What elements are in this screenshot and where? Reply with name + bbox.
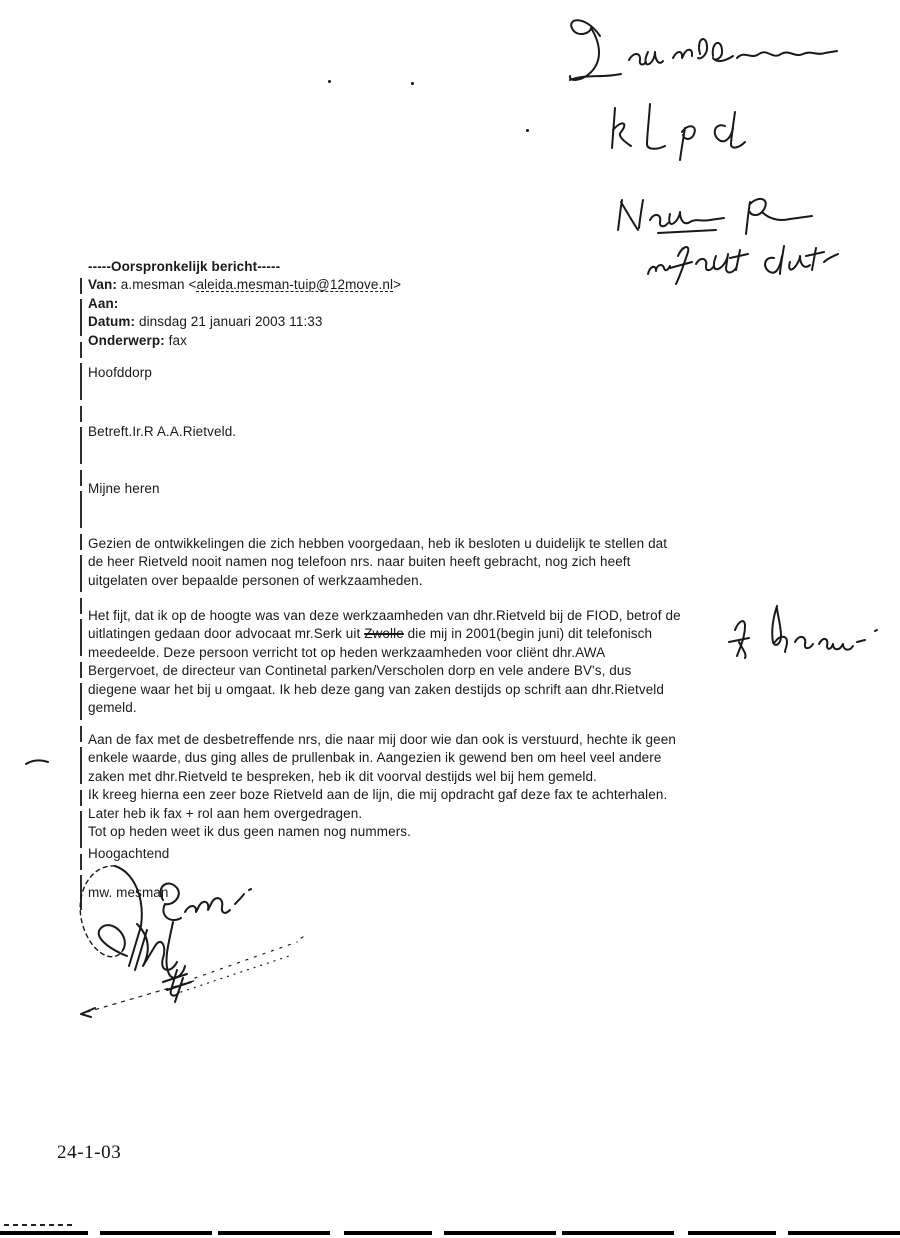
paragraph-3 [88, 731, 778, 841]
scan-speck [526, 129, 529, 132]
line2-pre: uitlatingen gedaan door advocaat mr.Serk uit [88, 626, 365, 642]
header-subject-row [88, 332, 401, 350]
signature-scrawl [45, 862, 325, 1022]
header-to-row [88, 295, 401, 313]
paragraph-3-line: Ik kreeg hierna een zeer boze Rietveld aan de lijn, die mij opdracht gaf deze fax te achterhalen. [88, 787, 668, 803]
email-header [88, 258, 401, 350]
handwritten-note-name-klpd [545, 8, 890, 173]
header-date-row [88, 313, 401, 331]
scan-edge-line [0, 1231, 900, 1235]
paragraph-3-line: enkele waarde, dus ging alles de prullenbak in. Aangezien ik gewend ben om heel veel andere [88, 750, 662, 766]
scan-edge-dots [4, 1224, 74, 1226]
date-label: Datum: [88, 314, 136, 330]
scan-speck [411, 82, 414, 85]
paragraph-3-line: Tot op heden weet ik dus geen namen nog nummers. [88, 824, 411, 840]
paragraph-2 [88, 607, 778, 717]
paragraph-1 [88, 535, 778, 590]
city-line: Hoofddorp [88, 365, 152, 380]
quote-bar-line [80, 278, 82, 910]
to-label: Aan: [88, 295, 119, 311]
subject-value: fax [168, 332, 187, 348]
paragraph-3-line: Aan de fax met de desbetreffende nrs, die naar mij door wie dan ook is verstuurd, hechte ik geen [88, 732, 676, 747]
closing-line: Hoogachtend [88, 846, 170, 861]
margin-pen-dash [24, 756, 54, 768]
from-email-address: aleida.mesman-tuip@12move.nl [196, 277, 394, 293]
salutation: Mijne heren [88, 481, 160, 496]
paragraph-2-line: diegene waar het bij u omgaat. Ik heb deze gang van zaken destijds op schrift aan dhr.Rietveld [88, 681, 665, 697]
paragraph-2-line: Bergervoet, de directeur van Continetal parken/Verscholen dorp en vele andere BV's, dus [88, 663, 632, 679]
paragraph-3-line: zaken met dhr.Rietveld te bespreken, heb ik dit voorval destijds wel bij hem gemeld. [88, 768, 597, 784]
scan-speck [328, 80, 331, 83]
signer-name: mw. mesman [88, 885, 169, 900]
date-value: dinsdag 21 januari 2003 11:33 [138, 314, 323, 330]
header-from-row [88, 276, 401, 294]
paragraph-1-line: de heer Rietveld nooit namen nog telefoon nrs. naar buiten heeft gebracht, nog zich heeft [88, 554, 631, 570]
paragraph-2-line: Het fijt, dat ik op de hoogte was van deze werkzaamheden van dhr.Rietveld bij de FIOD, betrof de [88, 608, 681, 623]
paragraph-2-line: gemeld. [88, 700, 137, 716]
re-line: Betreft.Ir.R A.A.Rietveld. [88, 424, 237, 439]
struck-word-zwolle: Zwolle [364, 626, 404, 642]
from-suffix: > [393, 277, 402, 293]
from-prefix: a.mesman < [120, 277, 197, 293]
paragraph-1-line: uitgelaten over bepaalde personen of werkzaamheden. [88, 572, 423, 588]
paragraph-1-line: Gezien de ontwikkelingen die zich hebben voorgedaan, heb ik besloten u duidelijk te stellen dat [88, 536, 668, 551]
bottom-date: 24-1-03 [57, 1142, 122, 1163]
paragraph-2-line: meedeelde. Deze persoon verricht tot op heden werkzaamheden voor cliënt dhr.AWA [88, 644, 606, 660]
header-separator: -----Oorspronkelijk bericht----- [88, 259, 281, 274]
subject-label: Onderwerp: [88, 332, 165, 348]
paragraph-3-line: Later heb ik fax + rol aan hem overgedragen. [88, 805, 363, 821]
from-label: Van: [88, 277, 117, 293]
handwritten-margin-arnhem [715, 598, 885, 668]
line2-post: die mij in 2001(begin juni) dit telefonisch [403, 626, 653, 642]
handwritten-note-natuur [598, 186, 898, 296]
paragraph-2-line [88, 625, 778, 643]
